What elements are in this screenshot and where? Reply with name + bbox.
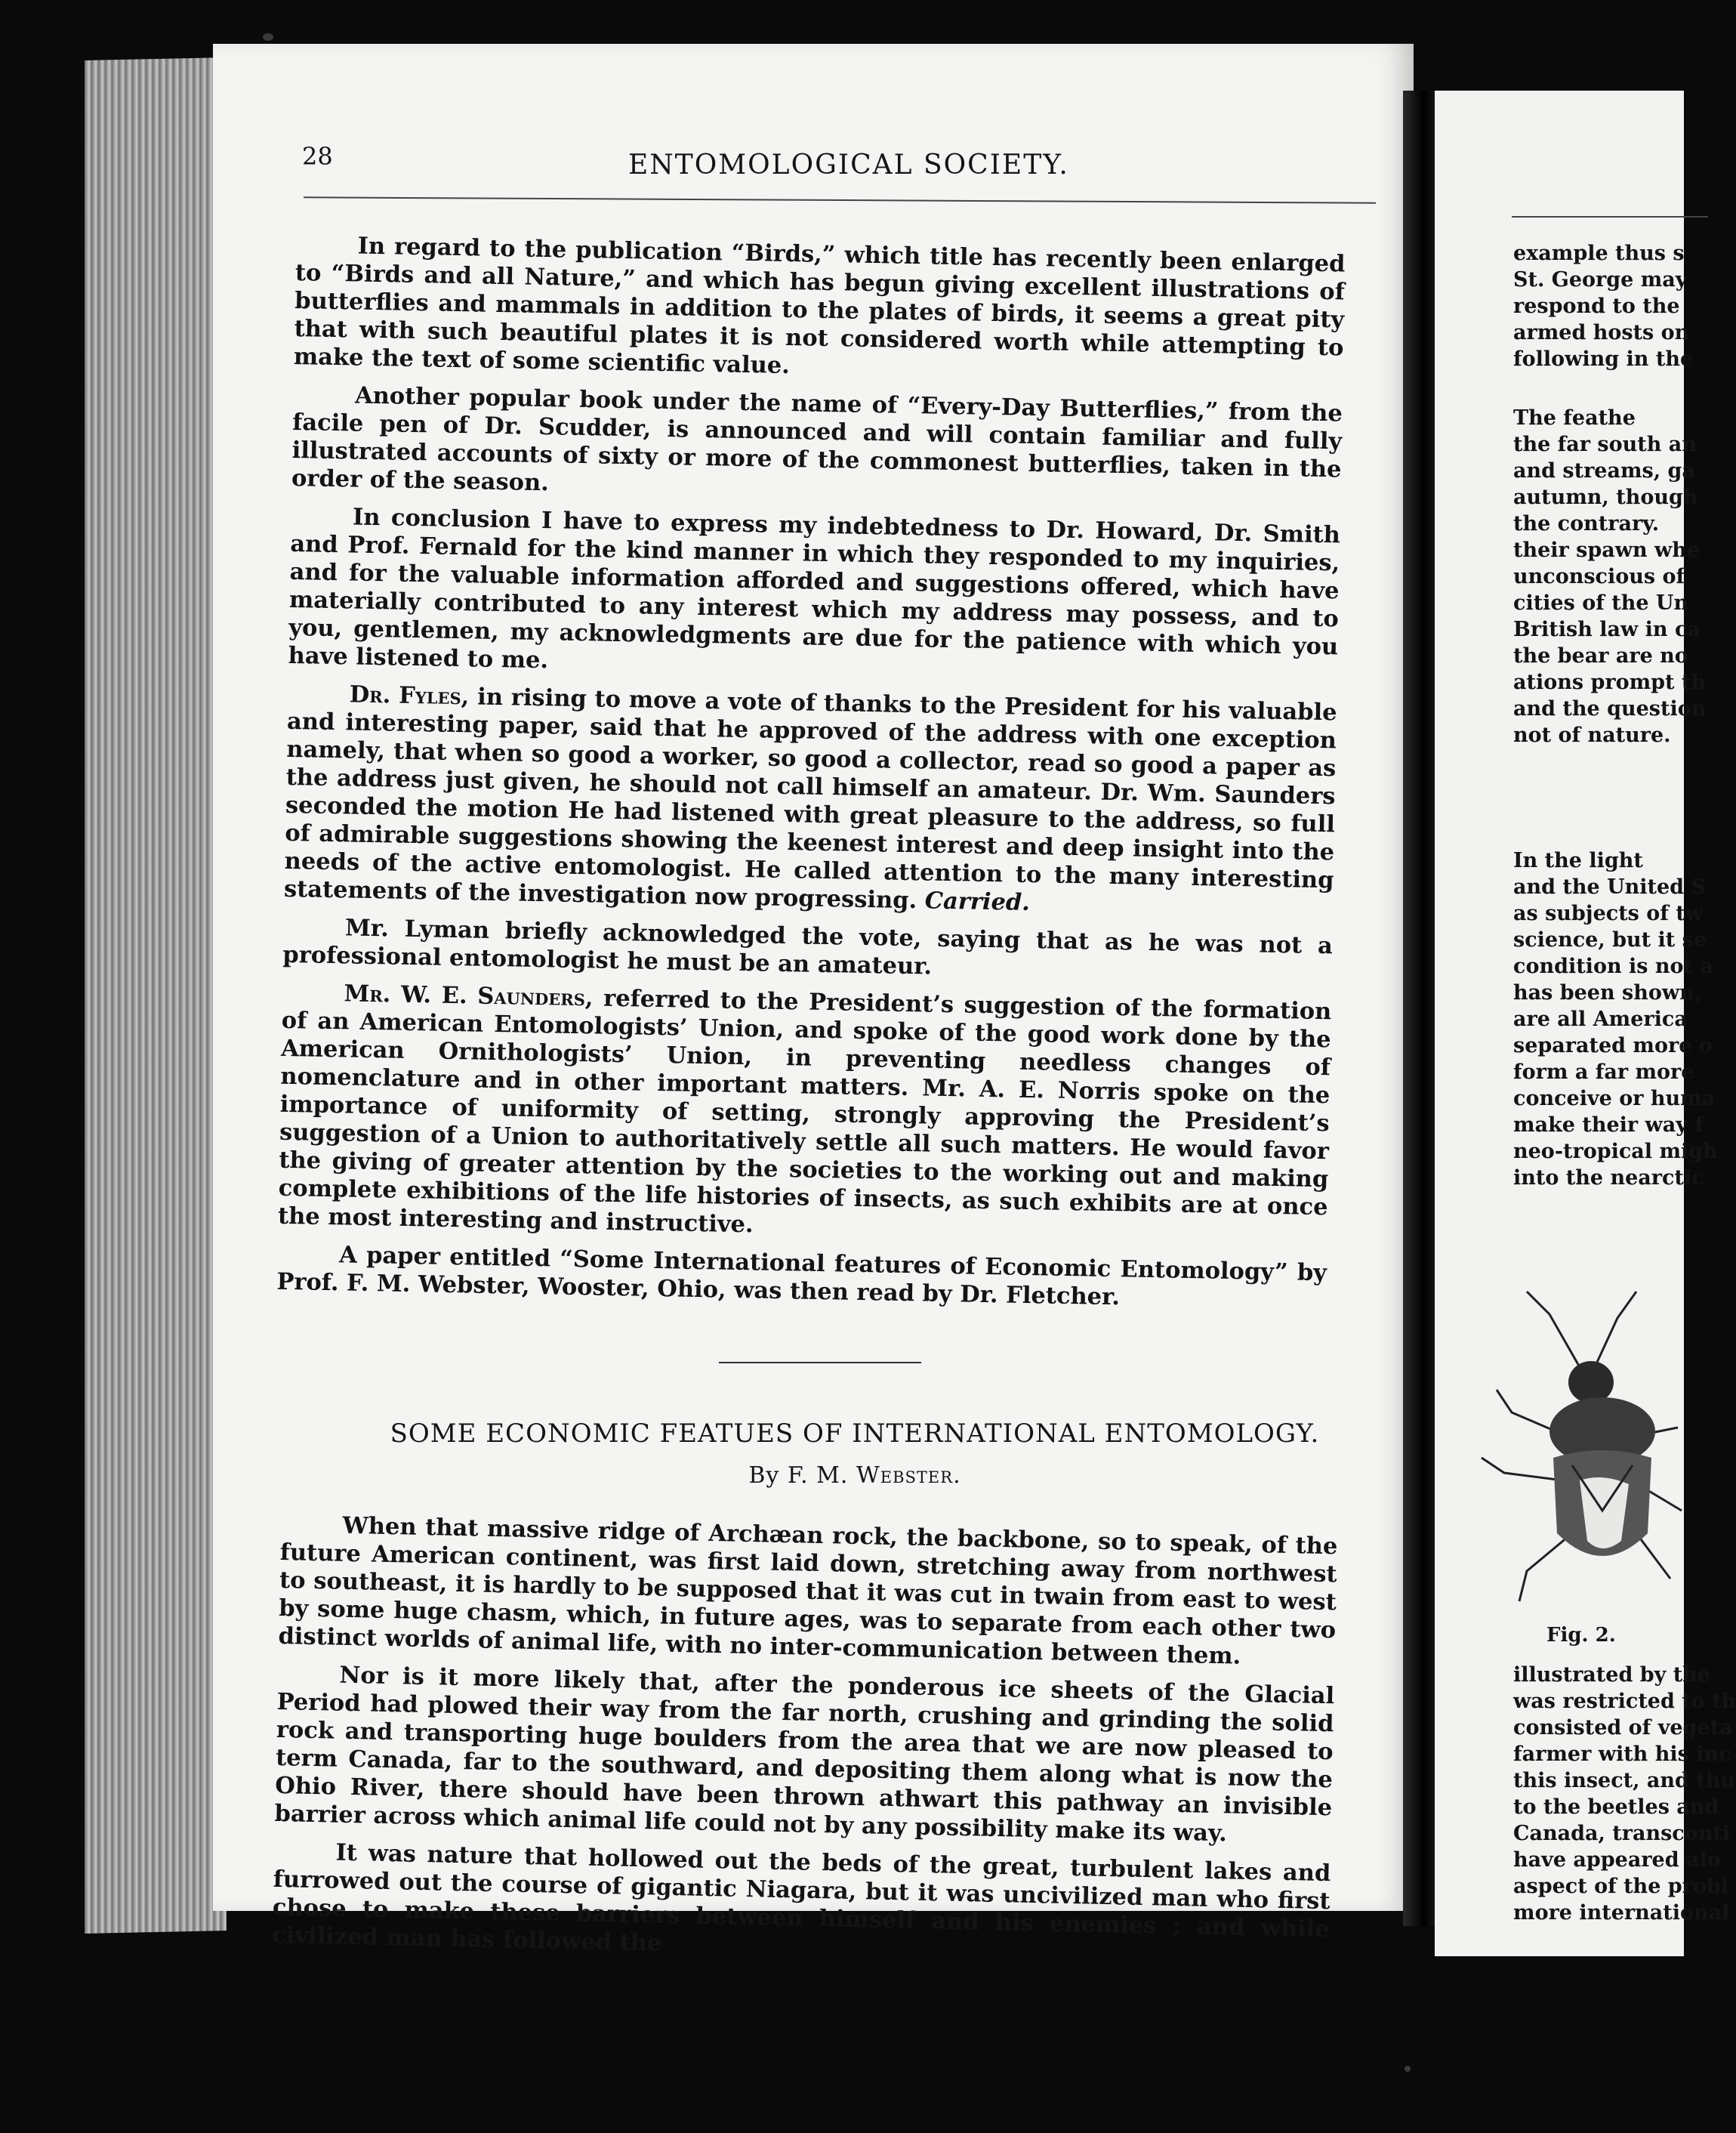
right-text-block	[1513, 1662, 1736, 1926]
text-line: into the nearctic	[1513, 1166, 1704, 1190]
byline-author: Webster.	[856, 1462, 961, 1489]
paragraph: In regard to the publication “Birds,” which title has recently been enlarged to “Birds and all Nature,” and which has begun giving excellent illustrations of butterflies and mammals in addition to the plates of birds, it seems a great pity that with such beautiful plates it is not considered worth while attempting to make the text of some scientific value.	[293, 232, 1346, 380]
right-text-block	[1513, 405, 1706, 749]
text-line: example thus s	[1513, 242, 1685, 265]
left-page	[213, 44, 1414, 1957]
text-line: neo-tropical migh	[1513, 1140, 1718, 1163]
header-rule	[304, 196, 1376, 203]
text-line: science, but it se	[1513, 928, 1707, 952]
text-line: not of nature.	[1513, 724, 1671, 747]
text-line: are all America	[1513, 1008, 1688, 1031]
text-line: have appeared alo	[1513, 1848, 1721, 1872]
paragraph: When that massive ridge of Archæan rock, the backbone, so to speak, of the future American continent, was first laid down, stretching away from northwest to southeast, it is hardly to be supposed that it was cut in twain from east to west by some huge chasm, which, in future ages, was to separate from each other two distinct worlds of animal life, with no inter-communication between them.	[278, 1511, 1338, 1670]
article-title: SOME ECONOMIC FEATUES OF INTERNATIONAL ENTOMOLOGY.	[390, 1418, 1320, 1449]
text-line: ations prompt th	[1513, 671, 1706, 694]
running-head: ENTOMOLOGICAL SOCIETY.	[628, 150, 1069, 181]
book-gutter	[1403, 91, 1438, 1926]
paragraph: In conclusion I have to express my indebtedness to Dr. Howard, Dr. Smith and Prof. Fernald for the kind manner in which they responded to my inquiries, and for the valuable information afforded and suggestions offered, which have materially contributed to any interest which my address may possess, and to you, gentlemen, my acknowledgments are due for the patience with which you have listened to me.	[288, 503, 1341, 674]
text-line: British law in ca	[1513, 618, 1701, 641]
paragraph-body: , in rising to move a vote of thanks to the President for his valuable and interesting paper, said that he approved of the address with one exception namely, that when so good a worker, so good a collector, read so good a paper as the address just given, he should not call himself an amateur. Dr. Wm. Saunders seconded the motion He had listened with great pleasure to the address, so full of admirable suggestions showing the keenest interest and deep insight into the needs of the active entomologist. He called attention to the many interesting statements of the investigation now progressing.	[283, 683, 1337, 915]
paragraph: It was nature that hollowed out the beds of the great, turbulent lakes and furrowed out the course of gigantic Niagara, but it was uncivilized man who first chose to make these barriers between himself and his enemies ; and while civilized man has followed the	[271, 1838, 1331, 1957]
section-divider	[719, 1362, 921, 1363]
paragraph: A paper entitled “Some International features of Economic Entomology” by Prof. F. M. Webster, Wooster, Ohio, was then read by Dr. Fletcher.	[276, 1241, 1327, 1311]
text-line: cities of the Un	[1513, 591, 1689, 615]
paragraph-body: , referred to the President’s suggestion of the formation of an American Entomologists’ Union, and spoke of the good work done by the American Ornithologists’ Union, in preventing needless changes of nomenclature and in other important matters. Mr. A. E. Norris spoke on the importance of uniformity of setting, strongly approving the President’s suggestion of a Union to authoritatively settle all such matters. He would favor the giving of greater attention by the societies to the working out and making complete exhibitions of the life histories of insects, as such exhibits are at once the most interesting and instructive.	[277, 984, 1332, 1239]
text-line: autumn, though	[1513, 486, 1698, 509]
text-line: following in the	[1513, 347, 1694, 371]
text-line: conceive or huma	[1513, 1087, 1716, 1110]
text-line: farmer with his inc	[1513, 1743, 1731, 1766]
text-line: was restricted to th	[1513, 1690, 1736, 1713]
text-line: form a far more	[1513, 1060, 1694, 1084]
right-text-block	[1513, 847, 1718, 1191]
text-line: to the beetles and	[1513, 1795, 1719, 1819]
text-line: illustrated by the	[1513, 1663, 1710, 1687]
dust-speck	[263, 33, 273, 41]
figure-caption: Fig. 2.	[1546, 1624, 1616, 1647]
byline-prefix: By F. M.	[748, 1462, 849, 1489]
article-byline	[296, 1462, 1414, 1489]
paragraph	[284, 680, 1337, 922]
text-line: the contrary.	[1513, 512, 1660, 536]
paragraph	[278, 979, 1332, 1249]
text-line: has been shown,	[1513, 981, 1702, 1005]
text-line: and the United S	[1513, 875, 1706, 899]
text-line: armed hosts on	[1513, 321, 1690, 344]
motion-result: Carried.	[924, 887, 1031, 916]
right-page	[1435, 91, 1736, 1956]
text-line: make their way f	[1513, 1113, 1704, 1137]
book-page-edges	[85, 57, 227, 1934]
text-line: more international	[1513, 1901, 1730, 1925]
text-line: condition is not a	[1513, 955, 1713, 978]
text-line: The feathe	[1513, 406, 1636, 430]
text-line: Canada, transconti	[1513, 1822, 1731, 1845]
paragraph: Mr. Lyman briefly acknowledged the vote, saying that as he was not a professional entomologist he must be an amateur.	[282, 914, 1334, 980]
text-line: aspect of the probl	[1513, 1875, 1729, 1898]
text-line: unconscious of	[1513, 565, 1685, 588]
society-proceedings-text	[276, 231, 1346, 1325]
text-line: consisted of vegeta	[1513, 1716, 1733, 1739]
text-line: the far south an	[1513, 433, 1697, 456]
header-rule	[1512, 216, 1708, 218]
beetle-illustration	[1466, 1284, 1685, 1616]
text-line: and the question	[1513, 697, 1707, 721]
text-line: as subjects of tw	[1513, 902, 1704, 925]
speaker-name: Dr. Fyles	[349, 681, 462, 711]
text-line: the bear are no	[1513, 644, 1688, 668]
paragraph: Another popular book under the name of “Every-Day Butterflies,” from the facile pen of Dr. Scudder, is announced and will contain familiar and fully illustrated accounts of sixty or more of the commonest butterflies, taken in the order of the season.	[291, 381, 1343, 497]
page-number: 28	[302, 142, 333, 171]
paragraph: Nor is it more likely that, after the ponderous ice sheets of the Glacial Period had plowed their way from the far north, crushing and grinding the solid rock and transporting huge boulders from the area that we are now pleased to term Canada, far to the southward, and depositing them along what is now the Ohio River, there should have been thrown athwart this pathway an invisible barrier across which animal life could not by any possibility make its way.	[274, 1661, 1335, 1847]
text-line: their spawn whe	[1513, 539, 1701, 562]
speaker-name: Mr. W. E. Saunders	[344, 980, 586, 1012]
text-line: and streams, ga	[1513, 459, 1695, 483]
text-line: In the light	[1513, 849, 1643, 872]
dust-speck	[1405, 2066, 1411, 2072]
text-line: respond to the	[1513, 295, 1680, 318]
text-line: this insect, and thu	[1513, 1769, 1736, 1792]
text-line: St. George may	[1513, 268, 1688, 292]
article-body	[272, 1511, 1338, 1981]
text-line: separated more o	[1513, 1034, 1713, 1057]
right-text-block	[1513, 240, 1693, 372]
